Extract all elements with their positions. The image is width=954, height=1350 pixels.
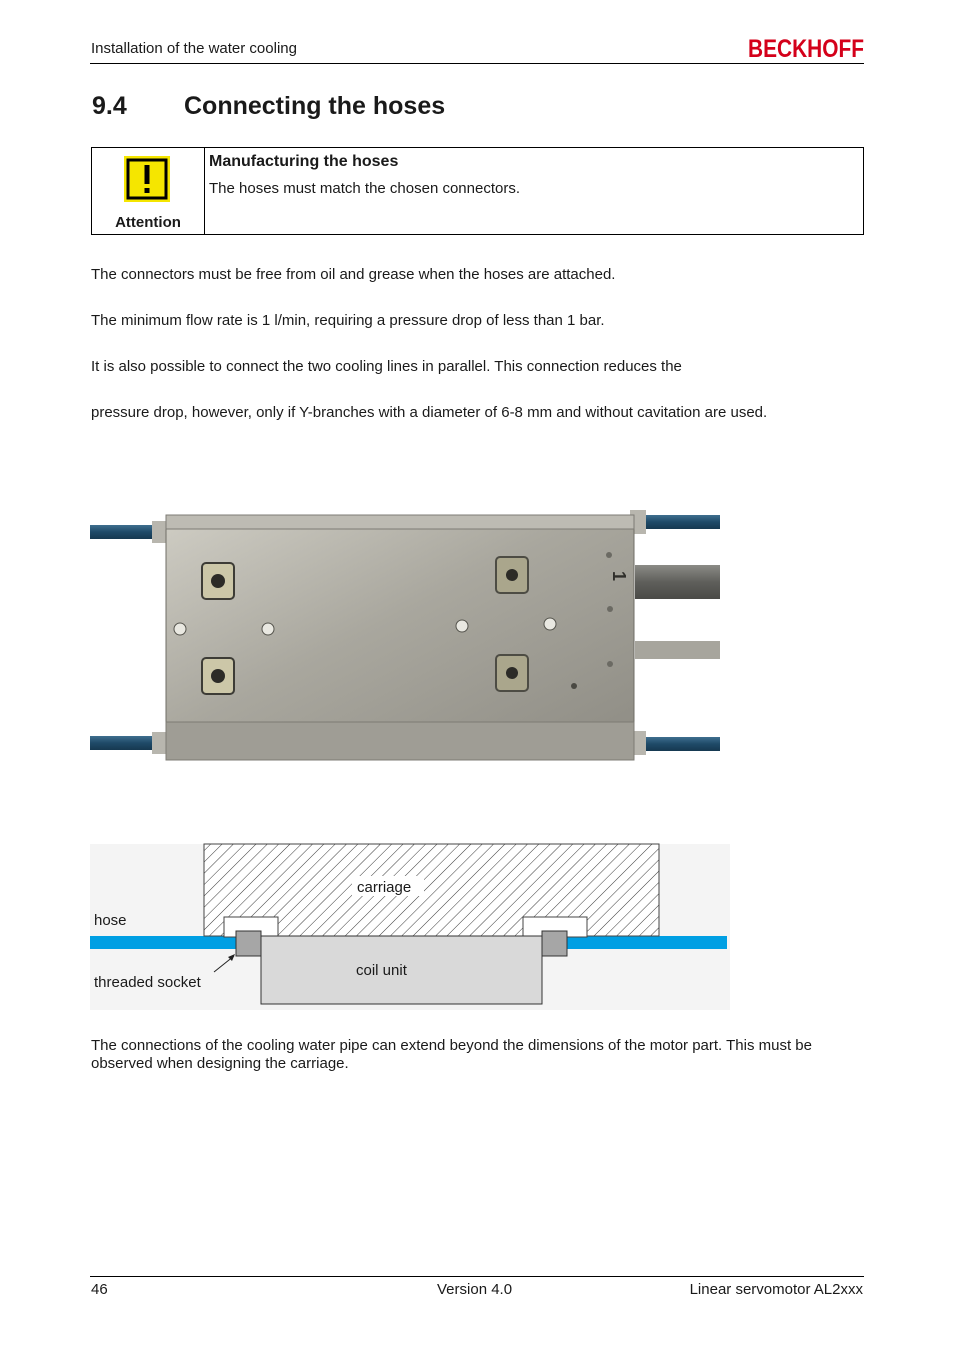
mount-hole [211, 669, 225, 683]
attention-box [91, 147, 864, 235]
coil-rail-top [166, 515, 634, 529]
hose-right-top [640, 515, 720, 529]
screw-hole [571, 683, 577, 689]
paragraph-parallel-2: pressure drop, however, only if Y-branches with a diameter of 6-8 mm and without cavitation are used. [91, 404, 768, 421]
paragraph-flow-rate: The minimum flow rate is 1 l/min, requiring a pressure drop of less than 1 bar. [91, 312, 605, 329]
screw-hole [544, 618, 556, 630]
attention-label: Attention [115, 214, 181, 231]
coil-unit-photo [90, 505, 720, 770]
threaded-socket-right [542, 931, 567, 956]
exclamation-warning-icon [123, 155, 171, 203]
hose-label: hose [94, 912, 127, 929]
section-number: 9.4 [92, 92, 127, 120]
product-name: Linear servomotor AL2xxx [689, 1281, 863, 1298]
mount-hole [211, 574, 225, 588]
screw-hole [607, 661, 613, 667]
cable-right-power [635, 565, 720, 599]
footer-rule [90, 1276, 864, 1277]
coil-rail-bottom [166, 722, 634, 760]
carriage-label: carriage [357, 879, 412, 896]
screw-hole [607, 606, 613, 612]
screw-hole [174, 623, 186, 635]
screw-hole [606, 552, 612, 558]
mount-hole [506, 569, 518, 581]
paragraph-parallel-1: It is also possible to connect the two cooling lines in parallel. This connection reduces the [91, 358, 682, 375]
attention-sign-cell [92, 148, 205, 234]
logo-text: BECKHOFF [748, 35, 864, 63]
section-title: Connecting the hoses [184, 92, 446, 120]
cable-right-sensor [635, 641, 720, 659]
attention-text: The hoses must match the chosen connectors. [209, 180, 520, 197]
attention-heading: Manufacturing the hoses [209, 153, 399, 170]
header-title: Installation of the water cooling [91, 40, 297, 57]
threaded-socket-left [236, 931, 261, 956]
paragraph-cleanliness: The connectors must be free from oil and grease when the hoses are attached. [91, 266, 616, 283]
threaded-socket-label: threaded socket [94, 974, 201, 991]
hose-right-bottom [640, 737, 720, 751]
document-version: Version 4.0 [437, 1281, 513, 1298]
header-rule [90, 63, 864, 64]
screw-hole [262, 623, 274, 635]
page-number: 46 [91, 1281, 108, 1298]
photo-marking: 1 [609, 571, 629, 582]
mount-hole [506, 667, 518, 679]
paragraph-dimensions: The connections of the cooling water pipe can extend beyond the dimensions of the motor part. This must be observed when designing the carriage. [91, 1037, 812, 1072]
coil-unit-label: coil unit [356, 962, 407, 979]
beckhoff-logo [746, 34, 866, 62]
screw-hole [456, 620, 468, 632]
hose-connection-diagram [90, 840, 730, 1012]
